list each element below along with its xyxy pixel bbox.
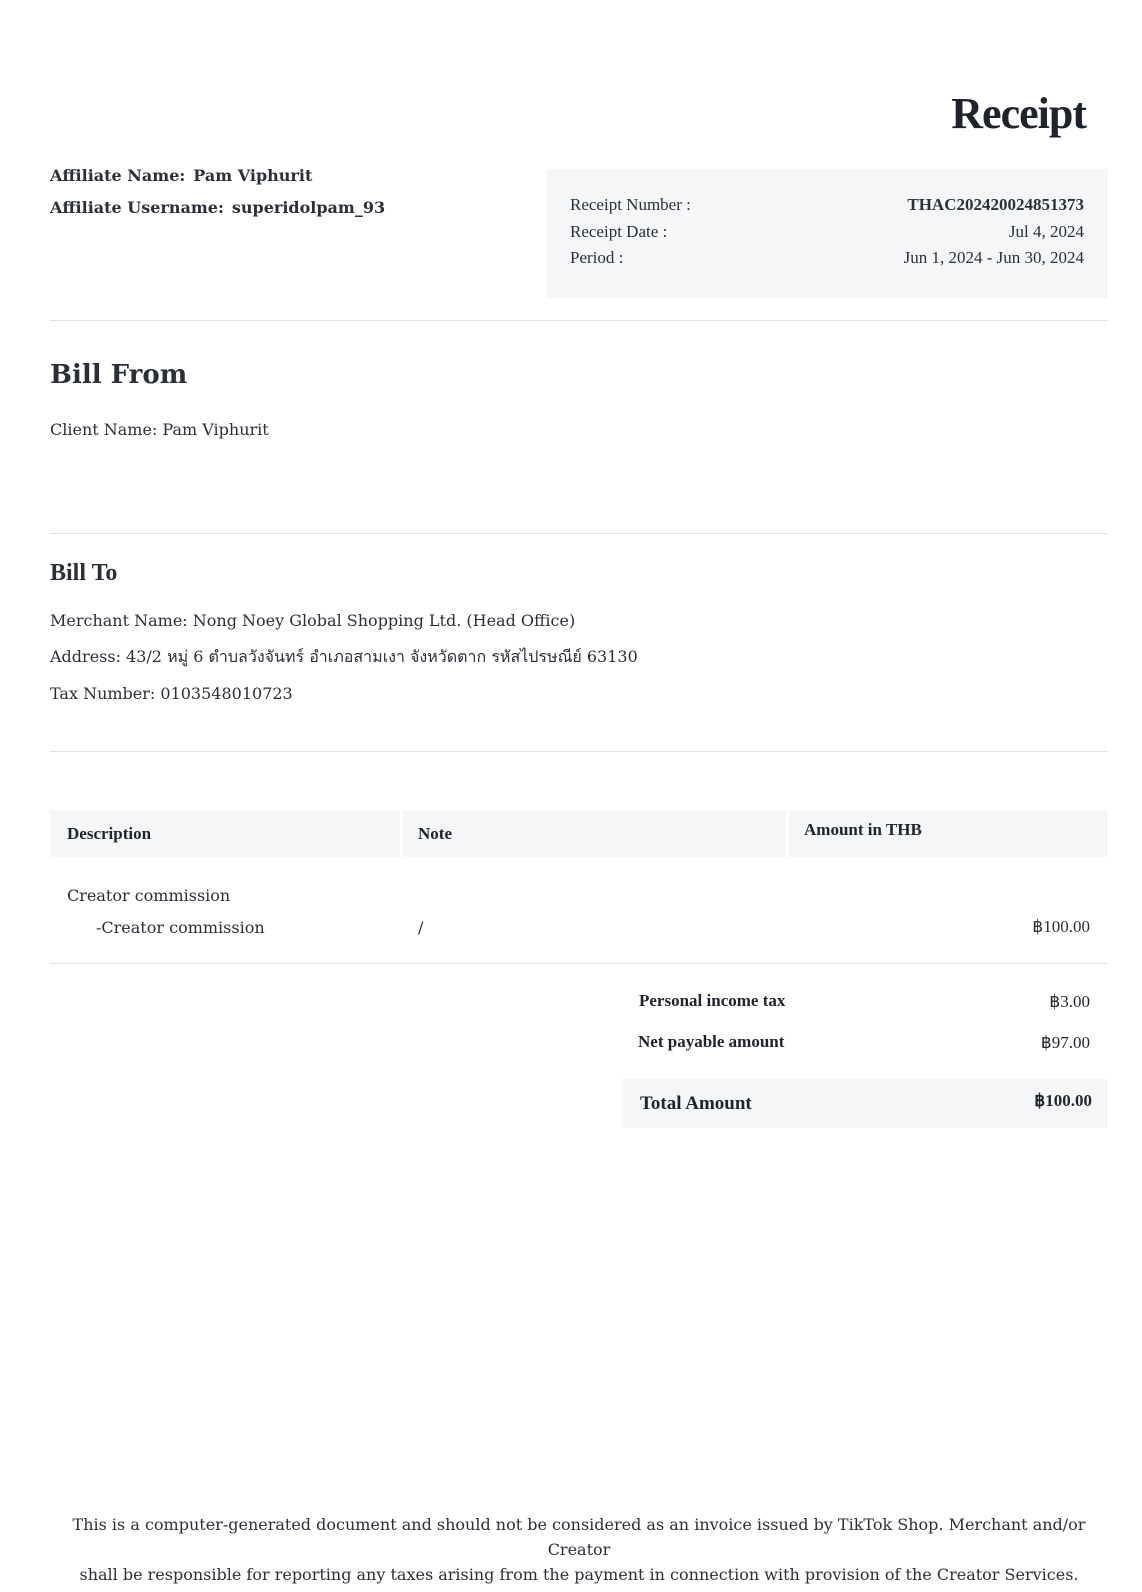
net-payable-label: Net payable amount — [638, 1032, 785, 1051]
total-amount-label: Total Amount — [640, 1093, 752, 1114]
net-payable-value: ฿97.00 — [1040, 1033, 1090, 1052]
divider — [50, 320, 1108, 321]
tax-number: Tax Number: 0103548010723 — [50, 684, 293, 703]
total-amount-value: ฿100.00 — [1034, 1091, 1092, 1110]
affiliate-name-value: Pam Viphurit — [193, 166, 313, 185]
divider — [50, 533, 1108, 534]
header-separator — [400, 810, 403, 857]
affiliate-username — [50, 198, 385, 217]
header-amount: Amount in THB — [804, 820, 922, 839]
receipt-meta-box — [546, 169, 1108, 298]
affiliate-username-label: Affiliate Username: — [50, 198, 224, 217]
receipt-date-value: Jul 4, 2024 — [1008, 222, 1084, 241]
client-name: Client Name: Pam Viphurit — [50, 420, 269, 439]
affiliate-name — [50, 166, 312, 185]
income-tax-value: ฿3.00 — [1049, 992, 1090, 1011]
receipt-number-row — [570, 195, 1084, 215]
income-tax-label: Personal income tax — [639, 991, 786, 1010]
affiliate-username-value: superidolpam_93 — [231, 198, 386, 217]
receipt-date-label: Receipt Date : — [570, 222, 668, 241]
bill-to-heading: Bill To — [50, 560, 118, 586]
item-note: / — [418, 918, 424, 937]
header-separator — [786, 810, 789, 857]
merchant-address: Address: 43/2 หมู่ 6 ตำบลวังจันทร์ อำเภอสามเงา จังหวัดตาก รหัสไปรษณีย์ 63130 — [50, 647, 638, 666]
item-amount: ฿100.00 — [1032, 917, 1090, 936]
items-table-header — [50, 810, 1108, 857]
receipt-period-value: Jun 1, 2024 - Jun 30, 2024 — [903, 248, 1084, 267]
item-group-label: Creator commission — [67, 886, 231, 905]
affiliate-name-label: Affiliate Name: — [50, 166, 186, 185]
merchant-name: Merchant Name: Nong Noey Global Shopping Ltd. (Head Office) — [50, 611, 576, 630]
receipt-period-label: Period : — [570, 248, 624, 267]
footer-line: shall be responsible for reporting any taxes arising from the payment in connection with provision of the Creator Services. — [79, 1565, 1079, 1584]
header-note: Note — [418, 824, 452, 843]
divider — [50, 963, 1108, 964]
receipt-number-label: Receipt Number : — [570, 195, 691, 214]
item-description: -Creator commission — [96, 918, 265, 937]
total-amount-box — [622, 1079, 1108, 1128]
receipt-date-row — [570, 222, 1084, 242]
footer-line: This is a computer-generated document and should not be considered as an invoice issued by TikTok Shop. Merchant and/or Creator — [72, 1515, 1086, 1559]
receipt-period-row — [570, 248, 1084, 268]
receipt-title: Receipt — [951, 89, 1086, 138]
receipt-number-value: THAC202420024851373 — [907, 195, 1084, 214]
header-description: Description — [67, 824, 152, 843]
bill-from-heading: Bill From — [50, 360, 188, 390]
divider — [50, 751, 1108, 752]
footer-disclaimer — [50, 1512, 1108, 1587]
